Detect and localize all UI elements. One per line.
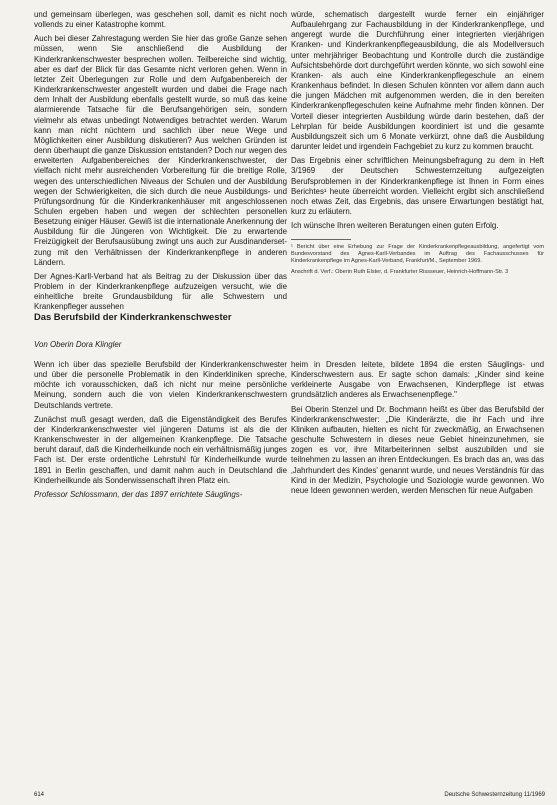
paragraph: und gemeinsam überlegen, was geschehen soll, damit es nicht noch vollends zu einer Katastrophe kommt. [34,10,287,30]
column-right-top [291,10,544,280]
footnote: ¹ Bericht über eine Erhebung zur Frage der Kinderkrankenpflegeausbildung, angefertigt vom Bundesvorstand des Agnes-Karll-Verbandes im Auftrag des Fachausschusses für Kinderkrankenpflege im Agnes-Karll-Verband, Frankfurt/M., September 1969. [291,244,544,265]
journal-footer: Deutsche Schwesternzeitung 11/1969 [444,792,545,798]
footnote-divider [291,239,351,240]
author-address: Anschrift d. Verf.: Oberin Ruth Elster, d. Frankfurter Rissseuer, Heinrich-Hoffmann-Str. 3 [291,269,509,276]
paragraph: Ich wünsche Ihren weiteren Beratungen einen guten Erfolg. [291,221,499,231]
paragraph: Professor Schlossmann, der das 1897 errichtete Säuglings- [34,489,243,499]
paragraph: Wenn ich über das spezielle Berufsbild der Kinderkrankenschwester und über die personelle Problematik in den Kinderkliniken spreche, möchte ich vorausschicken, daß ich nicht nur meine persönliche Meinung, sondern auch die von vielen Kinderkrankenschwestern Deutschlands vertrete. [34,360,287,410]
paragraph: Bei Oberin Stenzel und Dr. Bochmann heißt es über das Berufsbild der Kinderkrankenschwester: „Die Kinderärzte, die ihr Fach und ihre Kliniken aufbauten, hielten es nicht für zweckmäßig, an Erwachsenen geschulte Schwestern in dieses neue Gebiet hineinzunehmen, sie zogen es vor, ihre Mitarbeiterinnen selbst auszubilden und sie teilnehmen zu lassen an ihren Entdeckungen. Es brach das an, was das ‚Jahrhundert des Kindes' genannt wurde, und neues Verständnis für das Kind in der Medizin, Psychologie und Soziologie wurde gewonnen. Wo neue Ideen gewonnen werden, werden Menschen für neue Aufgaben [291,404,544,495]
article-title: Das Berufsbild der Kinderkrankenschwester [34,311,232,322]
paragraph: Das Ergebnis einer schriftlichen Meinungsbefragung zu dem in Heft 3/1969 der Deutschen Schwesternzeitung aufgezeigten Berufsproblemen in der Kinderkrankenpflege ist Ihnen in Form eines Berichtes¹ heute überreicht worden. Vielleicht ergibt sich anschließend noch etwas Zeit, das Ergebnis, das unsere Erwartungen bestätigt hat, kurz zu erläutern. [291,156,544,216]
paragraph: Der Agnes-Karll-Verband hat als Beitrag zu der Diskussion über das Problem in der Kinderkrankenpflege aufzuzeigen versucht, wie die einheitliche breite Grundausbildung für alle Schwestern und Krankenpfleger aussehen [34,271,287,312]
article-byline: Von Oberin Dora Klingler [34,340,122,349]
paragraph: Zunächst muß gesagt werden, daß die Eigenständigkeit des Berufes der Kinderkrankenschwester viel jüngeren Datums ist als die der Krankenschwester in der allgemeinen Krankenpflege. Die Tatsache beruht darauf, daß die Kinderheilkunde noch ein verhältnismäßig junges Fach ist. Der erste ordentliche Lehrstuhl für Kinderheilkunde wurde 1891 in Berlin geschaffen, und damit nahm auch in Deutschland die Kinderheilkunde als Sonderwissenschaft ihren Platz ein. [34,414,287,485]
column-left-bottom [34,360,287,504]
paragraph: heim in Dresden leitete, bildete 1894 die ersten Säuglings- und Kinderschwestern aus. Er sagte schon damals: „Kinder sind keine verkleinerte Ausgabe von Erwachsenen, Kinderpflege ist etwas grundsätzlich anderes als Erwachsenenpflege." [291,360,544,400]
paragraph: würde, schematisch dargestellt wurde ferner ein einjähriger Aufbaulehrgang zur Fachausbildung in der Kinderkrankenpflege, und angeregt wurde die Durchführung einer integrierten vierjährigen Kranken- und Kinderkrankenpflegeausbildung, die als Modellversuch unter mehrjähriger Beobachtung und Kontrolle durch die zuständige Aufsichtsbehörde dort durchgeführt werden könnte, wo sich sowohl eine Kranken- als auch eine Kinderkrankenpflegeschule an einem Krankenhaus befindet. In diesen Schulen könnten vor allem dann auch die jungen Mädchen mit aufgenommen werden, die in den bereiten Kinderkrankenpflegeschulen keine Aufnahme mehr finden können. Der Vorteil dieser integrierten Ausbildung würde darin bestehen, daß der Lehrplan für beide Ausbildungen koordiniert ist und die gesamte Ausbildungszeit sich um 6 Monate verkürzt, ohne daß die Ausbildung darunter leidet und irgendein Fachgebiet zu kurz zu kommen braucht. [291,10,544,152]
column-right-bottom [291,360,544,500]
paragraph: Auch bei dieser Zahrestagung werden Sie hier das große Ganze sehen müssen, wenn Sie anschließend die Ausbildung der Kinderkrankenschwester besprechen wollen. Teilbereiche sind wichtig, aber es darf der Blick für das Gesamte nicht verloren gehen. Wenn in letzter Zeit Überlegungen zur Rolle und dem Aufgabenbereich der Kinderkrankenschwester angestellt wurden und dabei die Frage nach dem Inhalt der Ausbildung ebenfalls gestellt wurde, so muß das keine alarmierende Tatsache für die Berufsangehörigen sein, sondern vielmehr als etwas unbedingt Notwendiges betrachtet werden. Warum kann man nicht nüchtern und sachlich über neue Wege und Möglichkeiten einer Ausbildung diskutieren? Aus welchen Gründen ist denn überhaupt die ganze Diskussion entstanden? Doch nur wegen des erweiterten Aufgabenbereiches der Kinderkrankenschwester, der vielfach nicht mehr ausreichenden Vorbereitung für die breitige Rolle, wegen des unterschiedlichen Niveaus der Schulen und der Ausbildung wegen der Schwierigkeiten, die sich durch die neue Ausbildungs- und Prüfungsordnung für die Kinderkrankenhäuser mit angeschlossenen Schulen ergeben haben und wegen der schlechten personellen Besetzung einiger Häuser. Gewiß ist die internationale Anerkennung der Ausbildung für die Jüngeren von Wichtigkeit. Die zu erwartende Freizügigkeit der Berufsausübung zwingt uns auch zur Ausdinandersetzung mit den Verhältnissen der Kinderkrankenpflege in anderen Ländern. [34,34,287,267]
column-left-top [34,10,287,317]
page-number: 614 [34,792,45,798]
